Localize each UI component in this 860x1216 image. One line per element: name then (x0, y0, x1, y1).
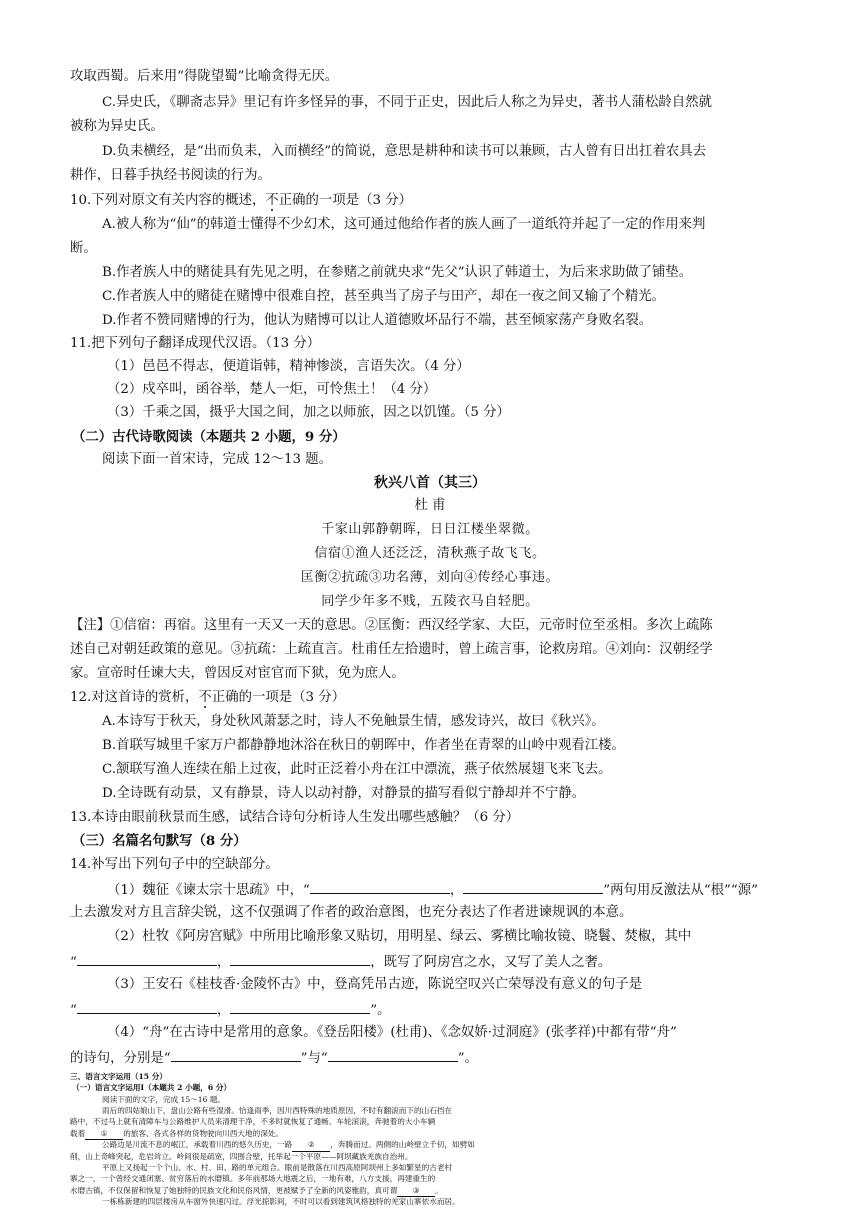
poem-note-line-1: 【注】①信宿：再宿。这里有一天又一天的意思。②匡衡：西汉经学家、大臣，元帝时位至丞相。多次上疏陈 (70, 618, 713, 633)
q11-sentence-3: （3）千乘之国，摄乎大国之间，加之以师旅，因之以饥馑。（5 分） (107, 405, 510, 420)
poem-line-4: 同学少年多不贱，五陵衣马自轻肥。 (321, 594, 539, 609)
q14-item-4-line-1: （4）“舟”在古诗中是常用的意象。《登岳阳楼》(杜甫)、《念奴娇·过洞庭》(张孝祥)中都有带“舟” (107, 1025, 677, 1040)
fill-blank[interactable] (328, 1047, 458, 1062)
q10-option-c: C.作者族人中的赌徒在赌博中很难自控，甚至典当了房子与田产，却在一夜之间又输了个精光。 (102, 289, 666, 304)
part-heading-language: 三、语言文字运用（15 分） (70, 1072, 167, 1081)
poem-line-1: 千家山郭静朝晖，日日江楼坐翠微。 (321, 522, 539, 537)
q14-item-2-line-2: “ ， ，既写了阿房宫之水，又写了美人之奢。 (70, 951, 611, 973)
q12-option-c: C.颔联写渔人连续在船上过夜，此时正泛着小舟在江中漂流，燕子依然展翅飞来飞去。 (102, 762, 612, 777)
emphasis-dot-char: 不 (198, 690, 212, 705)
q12-option-b: B.首联写城里千家万户都静静地沐浴在秋日的朝晖中，作者坐在青翠的山岭中观看江楼。 (102, 738, 625, 753)
passage-line: 公路边是川流不息的岷江，承载着川西的悠久历史，一路 ② ，奔腾而过。两侧的山岭壁立千仞，如劈如 (102, 1139, 475, 1151)
poem-note-line-3: 家。宣帝时任谏大夫，曾因反对宦官而下狱，免为庶人。 (70, 666, 405, 681)
poem-line-2: 信宿①渔人还泛泛，清秋燕子故飞飞。 (314, 546, 546, 561)
fill-blank[interactable] (77, 951, 217, 966)
question-11-stem: 11.把下列句子翻译成现代汉语。（13 分） (70, 336, 321, 351)
q12-option-d: D.全诗既有动景，又有静景，诗人以动衬静，对静景的描写看似宁静却并不宁静。 (102, 786, 586, 801)
fill-blank[interactable] (463, 879, 603, 894)
passage-line: 削，山上奇峰突起，危岩耸立。岭间很是疏宽，四围合壁，托举起一个平原——阿坝藏族羌族自治州。 (70, 1151, 413, 1161)
q11-sentence-1: （1）邑邑不得志，便道诣韩，精神惨淡，言语失次。（4 分） (107, 359, 470, 374)
passage-line: 一栋栋新建的四层楼房从车窗外快速闪过。浮光掠影间，不时可以看到建筑风格独特的羌家山寨依水而居。 (102, 1197, 460, 1206)
question-12-stem: 12.对这首诗的赏析，不正确的一项是（3 分） (70, 690, 346, 705)
q14-item-1-line-2: 上去激发对方且言辞尖锐，这不仅强调了作者的政治意图，也充分表达了作者进谏规讽的本意。 (70, 905, 633, 920)
numbered-blank-1[interactable]: ① (85, 1128, 123, 1140)
numbered-blank-3[interactable]: ③ (397, 1185, 435, 1197)
option-c-line-2: 被称为异史氏。 (70, 119, 164, 134)
poem-author: 杜 甫 (414, 498, 446, 513)
q10-option-b: B.作者族人中的赌徒具有先见之明，在参赌之前就央求“先父”认识了韩道士，为后来求助做了铺垫。 (102, 265, 693, 280)
poetry-intro: 阅读下面一首宋诗，完成 12～13 题。 (102, 452, 333, 467)
question-14-stem: 14.补写出下列句子中的空缺部分。 (70, 857, 279, 872)
option-d-line-2: 耕作，日暮手执经书阅读的行为。 (70, 168, 271, 183)
section-heading-recitation: （三）名篇名句默写（8 分） (72, 833, 247, 849)
poem-note-line-2: 述自己对朝廷政策的意见。③抗疏：上疏直言。杜甫任左拾遗时，曾上疏言事，论救房琯。④刘向：汉朝经学 (70, 642, 713, 657)
text-line: 攻取西蜀。后来用“得陇望蜀”比喻贪得无厌。 (70, 69, 339, 84)
q10-option-a-line-2: 断。 (70, 241, 97, 256)
fill-blank[interactable] (230, 951, 370, 966)
q12-option-a: A.本诗写于秋天，身处秋风萧瑟之时，诗人不免触景生情，感发诗兴，故曰《秋兴》。 (102, 714, 605, 729)
emphasis-dot-char: 不 (265, 193, 279, 208)
numbered-blank-2[interactable]: ② (292, 1139, 330, 1151)
fill-blank[interactable] (77, 999, 217, 1014)
poem-line-3: 匡衡②抗疏③功名薄，刘向④传经心事违。 (300, 570, 560, 585)
passage-line: 路中，不过马上就有清障车与公路维护人员来清理干净，不多时就恢复了通畅。车轮滚滚，奔驰着的大小车辆 (70, 1117, 436, 1127)
passage-line: 雨后的四姑娘山下，盘山公路有些湿滑。恰逢雨季，因川西特殊的地质原因，不时有翻滚而下的山石挡在 (102, 1106, 453, 1116)
q11-sentence-2: （2）戍卒叫，函谷举，楚人一炬，可怜焦土！（4 分） (107, 382, 437, 397)
question-13-stem: 13.本诗由眼前秋景而生感，试结合诗句分析诗人生发出哪些感触？（6 分） (70, 810, 520, 825)
section-heading-poetry: （二）古代诗歌阅读（本题共 2 小题，9 分） (72, 429, 346, 445)
option-d-line-1: D.负耒横经，是“出而负耒，入而横经”的简说，意思是耕种和读书可以兼顾，古人曾有日出扛着农具去 (102, 144, 706, 159)
passage-line: 平原上又扬起一个个山、水、村、田、路的单元组合。眼前是散落在川西高原阿坝州上多如繁星的古老村 (102, 1162, 453, 1172)
poem-title: 秋兴八首（其三） (374, 475, 486, 491)
fill-blank[interactable] (310, 879, 450, 894)
passage-line: 水磨古镇，不仅保留和恢复了她独特的民族文化和民俗风情，更被赋予了全新的风姿雅韵，真可谓 ③ 。 (70, 1185, 443, 1197)
question-10-stem: 10.下列对原文有关内容的概述，不正确的一项是（3 分） (70, 193, 413, 208)
language-intro: 阅读下面的文字，完成 15～16 题。 (102, 1094, 226, 1104)
q14-item-2-line-1: （2）杜牧《阿房宫赋》中所用比喻形象又贴切，用明星、绿云、雾横比喻妆镜、晓鬟、焚椒，其中 (107, 929, 692, 944)
q10-option-a-line-1: A.被人称为“仙”的韩道士懂得不少幻术，这可通过他给作者的族人画了一道纸符并起了一定的作用来判 (102, 217, 706, 232)
option-c-line-1: C.异史氏，《聊斋志异》里记有许多怪异的事，不同于正史，因此后人称之为异史，著书人蒲松龄自然就 (102, 95, 712, 110)
q14-item-3-line-2: “ ， ”。 (70, 999, 391, 1021)
section-heading-language-1: （一）语言文字运用Ⅰ（本题共 2 小题，6 分） (72, 1083, 232, 1093)
passage-line: 载着 ① 的旅客、各式各样的货物驶向川西大地的深处。 (70, 1128, 283, 1140)
q14-item-3-line-1: （3）王安石《桂枝香·金陵怀古》中，登高凭吊古迹，陈说空叹兴亡荣辱没有意义的句子是 (107, 977, 643, 992)
fill-blank[interactable] (230, 999, 370, 1014)
q14-item-1-line-1: （1）魏征《谏太宗十思疏》中，“ ， ”两句用反激法从“根”“源” (107, 879, 758, 901)
q14-item-4-line-2: 的诗句，分别是“ ”与“ ”。 (70, 1047, 478, 1069)
fill-blank[interactable] (171, 1047, 301, 1062)
passage-line: 寨之一，一个曾经交通闭塞、贫穷落后的水磨镇。多年前那场大地震之后，一地有难，八方支援，再建重生的 (70, 1174, 436, 1184)
q10-option-d: D.作者不赞同赌博的行为，他认为赌博可以让人道德败坏品行不端，甚至倾家荡产身败名裂。 (102, 313, 653, 328)
